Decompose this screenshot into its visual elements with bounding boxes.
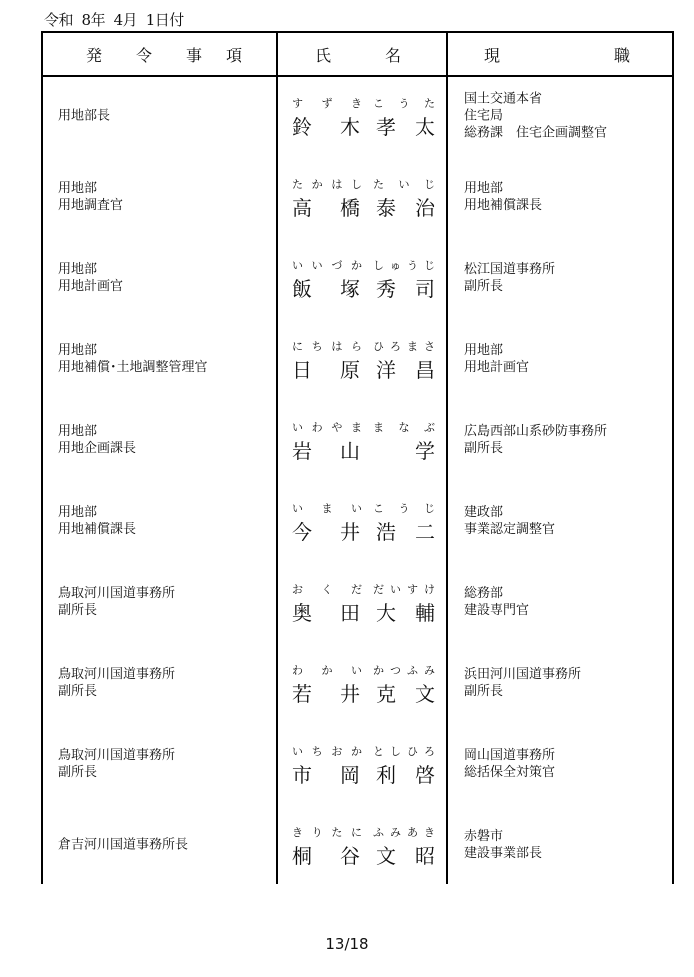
current-post-cell [464, 261, 555, 295]
name-cell [292, 582, 435, 625]
current-post-line: 用地部 [464, 180, 504, 196]
appointment-line: 鳥取河川国道事務所 [58, 585, 176, 601]
current-post-line: 総括保全対策官 [464, 764, 556, 780]
current-post-line: 赤磐市 [464, 828, 504, 844]
appointment-line: 鳥取河川国道事務所 [58, 747, 176, 763]
current-post-cell [464, 342, 529, 376]
char: 井 [340, 519, 360, 544]
name-reading [292, 826, 435, 840]
appointment-line: 用地計画官 [58, 278, 124, 294]
char: 日 [292, 357, 312, 382]
current-post-cell [464, 504, 555, 538]
char: 啓 [415, 762, 435, 787]
appointment-line: 用地部 [58, 261, 98, 277]
char: 桐 [292, 843, 312, 868]
char: 秀 [376, 276, 396, 301]
reading-family: おくだ [292, 582, 362, 596]
person-name [292, 435, 435, 463]
name-reading [292, 97, 435, 111]
current-post-line: 副所長 [464, 683, 504, 699]
reading-family: わかい [292, 663, 362, 677]
name-cell [292, 663, 435, 706]
given-name [376, 516, 435, 545]
char: 谷 [340, 843, 360, 868]
current-post-cell [464, 180, 542, 214]
appointment-line: 用地企画課長 [58, 440, 137, 456]
current-post-line: 建設事業部長 [464, 845, 543, 861]
char: 今 [292, 519, 312, 544]
reading-given: ふみあき [373, 825, 435, 839]
name-reading [292, 421, 435, 435]
char: 文 [415, 681, 435, 706]
family-name [292, 192, 360, 221]
name-cell [292, 177, 435, 220]
appointment-line: 用地部 [58, 423, 98, 439]
appointment-cell [58, 342, 208, 376]
appointment-line: 副所長 [58, 602, 98, 618]
name-cell [292, 339, 435, 382]
char: 文 [376, 843, 396, 868]
current-post-line: 建政部 [464, 504, 504, 520]
appointment-line: 用地調査官 [58, 197, 124, 213]
char: 岡 [340, 762, 360, 787]
table-row [43, 399, 672, 480]
header-appointment: 発 [86, 46, 103, 65]
appointment-cell [58, 261, 123, 295]
given-name [376, 192, 435, 221]
name-reading [292, 745, 435, 759]
reading-family: すずき [292, 96, 362, 110]
current-post-line: 用地補償課長 [464, 197, 543, 213]
char: 学 [415, 438, 435, 463]
char: 司 [415, 276, 435, 301]
reading-family: いわやま [292, 420, 362, 434]
reading-given: かつふみ [373, 663, 435, 677]
char: 山 [340, 438, 360, 463]
char: 岩 [292, 438, 312, 463]
person-name [292, 111, 435, 139]
family-name [292, 273, 360, 302]
header-name: 氏 [315, 46, 332, 65]
current-post-line: 広島西部山系砂防事務所 [464, 423, 608, 439]
char: 塚 [340, 276, 360, 301]
name-reading [292, 583, 435, 597]
appointment-line: 副所長 [58, 764, 98, 780]
char: 木 [340, 114, 360, 139]
given-name [376, 597, 435, 626]
reading-given: しゅうじ [373, 258, 435, 272]
table-row [43, 723, 672, 804]
appointment-line: 副所長 [58, 683, 98, 699]
given-name [376, 111, 435, 140]
header-name: 名 [385, 46, 402, 65]
char: 利 [376, 762, 396, 787]
appointment-line: 鳥取河川国道事務所 [58, 666, 176, 682]
name-cell [292, 744, 435, 787]
current-post-line: 副所長 [464, 440, 504, 456]
reading-given: だいすけ [373, 582, 435, 596]
given-name [376, 273, 435, 302]
reading-family: きりたに [292, 825, 362, 839]
appointment-line: 用地部 [58, 180, 98, 196]
name-reading [292, 340, 435, 354]
person-name [292, 516, 435, 544]
appointment-cell [58, 585, 175, 619]
given-name [376, 435, 435, 464]
person-name [292, 678, 435, 706]
name-reading [292, 502, 435, 516]
char: 孝 [376, 114, 396, 139]
char: 治 [415, 195, 435, 220]
char: 高 [292, 195, 312, 220]
char: 飯 [292, 276, 312, 301]
name-reading [292, 664, 435, 678]
person-name [292, 192, 435, 220]
header-appointment: 項 [226, 46, 243, 65]
family-name [292, 759, 360, 788]
table-row [43, 642, 672, 723]
header-current-post: 職 [614, 46, 631, 65]
reading-given: こうた [373, 96, 435, 110]
char: 奥 [292, 600, 312, 625]
char: 若 [292, 681, 312, 706]
family-name [292, 354, 360, 383]
appointment-line: 用地部長 [58, 108, 111, 123]
current-post-line: 国土交通本省 [464, 91, 543, 106]
family-name [292, 597, 360, 626]
family-name [292, 111, 360, 140]
current-post-cell [464, 90, 607, 141]
name-reading [292, 259, 435, 273]
current-post-line: 浜田河川国道事務所 [464, 666, 582, 682]
issue-date: 令和 8年 4月 1日付 [44, 11, 184, 29]
name-cell [292, 825, 435, 868]
table-row [43, 804, 672, 885]
family-name [292, 678, 360, 707]
page-number: 13/18 [325, 935, 369, 953]
char: 泰 [376, 195, 396, 220]
appointment-cell [58, 423, 136, 457]
char: 太 [415, 114, 435, 139]
appointment-cell [58, 180, 123, 214]
current-post-line: 総務部 [464, 585, 504, 601]
current-post-cell [464, 666, 581, 700]
given-name [376, 759, 435, 788]
person-name [292, 759, 435, 787]
appointment-cell [58, 666, 175, 700]
reading-family: いちおか [292, 744, 362, 758]
char: 昌 [415, 357, 435, 382]
table-header [43, 33, 672, 77]
family-name [292, 840, 360, 869]
table-row [43, 561, 672, 642]
reading-family: いまい [292, 501, 362, 515]
name-cell [292, 420, 435, 463]
table-row [43, 318, 672, 399]
given-name [376, 354, 435, 383]
person-name [292, 273, 435, 301]
person-name [292, 840, 435, 868]
table-row [43, 75, 672, 156]
appointment-cell [58, 836, 188, 853]
reading-given: まなぶ [373, 420, 435, 434]
appointment-line: 用地部 [58, 342, 98, 358]
person-name [292, 597, 435, 625]
current-post-line: 副所長 [464, 278, 504, 294]
reading-given: ひろまさ [373, 339, 435, 353]
name-cell [292, 501, 435, 544]
char: 田 [340, 600, 360, 625]
appointment-line: 用地部 [58, 504, 98, 520]
family-name [292, 516, 360, 545]
appointment-cell [58, 504, 136, 538]
char: 輔 [415, 600, 435, 625]
char: 浩 [376, 519, 396, 544]
family-name [292, 435, 360, 464]
current-post-line: 建設専門官 [464, 602, 530, 618]
reading-family: たかはし [292, 177, 362, 191]
current-post-line: 用地計画官 [464, 359, 530, 375]
given-name [376, 678, 435, 707]
char: 二 [415, 519, 435, 544]
appointment-cell [58, 747, 175, 781]
name-cell [292, 258, 435, 301]
current-post-line: 松江国道事務所 [464, 261, 556, 277]
reading-given: としひろ [373, 744, 435, 758]
personnel-table [41, 31, 674, 884]
name-cell [292, 96, 435, 139]
current-post-cell [464, 747, 555, 781]
current-post-line: 岡山国道事務所 [464, 747, 556, 763]
char: 克 [376, 681, 396, 706]
reading-given: こうじ [373, 501, 435, 515]
char: 原 [340, 357, 360, 382]
person-name [292, 354, 435, 382]
char: 昭 [415, 843, 435, 868]
appointment-line: 用地補償課長 [58, 521, 137, 537]
table-row [43, 480, 672, 561]
char: 橋 [340, 195, 360, 220]
reading-family: いいづか [292, 258, 362, 272]
table-row [43, 237, 672, 318]
current-post-cell [464, 423, 607, 457]
char: 鈴 [292, 114, 312, 139]
current-post-line: 総務課 住宅企画調整官 [464, 125, 608, 140]
current-post-line: 住宅局 [464, 108, 504, 123]
current-post-line: 事業認定調整官 [464, 521, 556, 537]
reading-given: たいじ [373, 177, 435, 191]
table-row [43, 156, 672, 237]
current-post-cell [464, 585, 529, 619]
reading-family: にちはら [292, 339, 362, 353]
header-appointment: 事 [186, 46, 203, 65]
char: 大 [376, 600, 396, 625]
header-current-post: 現 [484, 46, 501, 65]
current-post-cell [464, 828, 542, 862]
appointment-line: 用地補償･土地調整管理官 [58, 359, 208, 375]
current-post-line: 用地部 [464, 342, 504, 358]
char: 市 [292, 762, 312, 787]
char: 井 [340, 681, 360, 706]
char: 洋 [376, 357, 396, 382]
appointment-line: 倉吉河川国道事務所長 [58, 837, 189, 852]
given-name [376, 840, 435, 869]
appointment-cell [58, 107, 110, 124]
name-reading [292, 178, 435, 192]
header-appointment: 令 [136, 46, 153, 65]
